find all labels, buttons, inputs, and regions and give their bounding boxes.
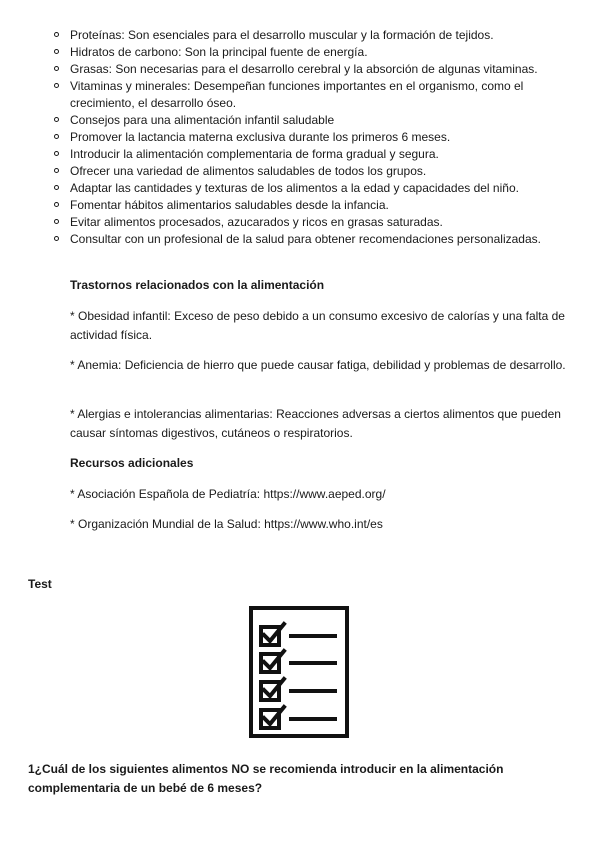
disorders-heading: Trastornos relacionados con la alimentación (70, 278, 325, 292)
bullet-circle-icon (54, 185, 59, 190)
test-title: Test (28, 577, 52, 591)
bullet-circle-icon (54, 219, 59, 224)
list-item-text: Vitaminas y minerales: Desempeñan funciones importantes en el organismo, como el crecimiento, el desarrollo óseo. (70, 79, 524, 110)
list-item (54, 78, 574, 112)
bullet-circle-icon (54, 32, 59, 37)
nutrition-bullet-list (54, 27, 574, 248)
resource-item-aeped: * Asociación Española de Pediatría: https://www.aeped.org/ (70, 487, 386, 501)
list-item-text: Hidratos de carbono: Son la principal fuente de energía. (70, 45, 368, 59)
test-question-1: 1¿Cuál de los siguientes alimentos NO se recomienda introducir en la alimentación complementaria de un bebé de 6 meses? (28, 762, 504, 795)
bullet-circle-icon (54, 151, 59, 156)
list-item (54, 44, 574, 61)
list-item (54, 163, 574, 180)
list-item (54, 197, 574, 214)
list-item-text: Fomentar hábitos alimentarios saludables desde la infancia. (70, 198, 389, 212)
list-item-text: Ofrecer una variedad de alimentos saludables de todos los grupos. (70, 164, 427, 178)
disorder-item-obesity: * Obesidad infantil: Exceso de peso debido a un consumo excesivo de calorías y una falta de actividad física. (70, 309, 565, 342)
list-item-text: Evitar alimentos procesados, azucarados y ricos en grasas saturadas. (70, 215, 443, 229)
list-item (54, 129, 574, 146)
list-item (54, 231, 574, 248)
list-item-text: Consultar con un profesional de la salud para obtener recomendaciones personalizadas. (70, 232, 541, 246)
list-item-text: Consejos para una alimentación infantil saludable (70, 113, 335, 127)
bullet-circle-icon (54, 117, 59, 122)
list-item (54, 61, 574, 78)
list-item (54, 214, 574, 231)
bullet-circle-icon (54, 202, 59, 207)
checklist-icon (249, 606, 349, 738)
list-item (54, 112, 574, 129)
resources-heading: Recursos adicionales (70, 456, 194, 470)
list-item-text: Grasas: Son necesarias para el desarrollo cerebral y la absorción de algunas vitaminas. (70, 62, 538, 76)
bullet-circle-icon (54, 66, 59, 71)
list-item-text: Proteínas: Son esenciales para el desarrollo muscular y la formación de tejidos. (70, 28, 494, 42)
list-item-text: Promover la lactancia materna exclusiva durante los primeros 6 meses. (70, 130, 451, 144)
resource-item-who: * Organización Mundial de la Salud: https://www.who.int/es (70, 517, 383, 531)
bullet-circle-icon (54, 236, 59, 241)
list-item-text: Adaptar las cantidades y texturas de los alimentos a la edad y capacidades del niño. (70, 181, 519, 195)
disorder-item-allergies: * Alergias e intolerancias alimentarias: Reacciones adversas a ciertos alimentos que pueden causar síntomas digestivos, cutáneos o respiratorios. (70, 407, 561, 440)
list-item (54, 27, 574, 44)
bullet-circle-icon (54, 49, 59, 54)
list-item-text: Introducir la alimentación complementaria de forma gradual y segura. (70, 147, 439, 161)
bullet-circle-icon (54, 83, 59, 88)
disorder-item-anemia: * Anemia: Deficiencia de hierro que puede causar fatiga, debilidad y problemas de desarrollo. (70, 358, 566, 372)
bullet-circle-icon (54, 168, 59, 173)
bullet-circle-icon (54, 134, 59, 139)
list-item (54, 180, 574, 197)
list-item (54, 146, 574, 163)
